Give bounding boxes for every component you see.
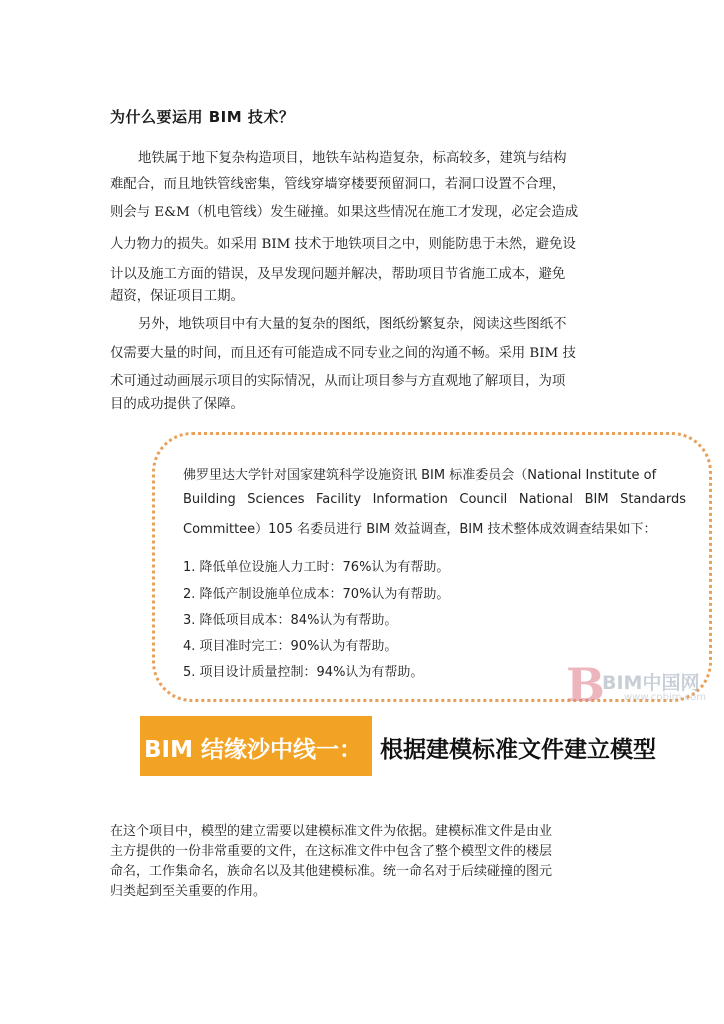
survey-word: Sciences [247,492,305,507]
survey-word: National [518,492,574,507]
survey-word: Building [183,492,236,507]
banner-title: 根据建模标准文件建立模型 [380,737,656,763]
text-line: 术可通过动画展示项目的实际情况，从而让项目参与方直观地了解项目，为项 [110,374,566,389]
survey-intro-line: Committee）105 名委员进行 BIM 效益调查，BIM 技术整体成效调查结果如下： [183,522,657,537]
text-line: 人力物力的损失。如采用 BIM 技术于地铁项目之中，则能防患于未然，避免设 [110,237,576,252]
intro-paragraph-1 [110,152,620,302]
text-line: 目的成功提供了保障。 [110,397,244,412]
text-line: 地铁属于地下复杂构造项目，地铁车站构造复杂，标高较多，建筑与结构 [138,151,567,166]
bim-china-watermark-logo [566,658,722,712]
survey-word: BIM [584,492,609,507]
survey-word: Council [459,492,508,507]
survey-item: 3. 降低项目成本：84%认为有帮助。 [183,613,398,628]
watermark-name: BIM中国网 [602,672,700,694]
survey-item: 4. 项目准时完工：90%认为有帮助。 [183,639,398,654]
watermark-url: www.cnbim.com [624,692,707,703]
text-line: 难配合，而且地铁管线密集，管线穿墙穿楼要预留洞口，若洞口设置不合理， [110,177,566,192]
text-line: 仅需要大量的时间，而且还有可能造成不同专业之间的沟通不畅。采用 BIM 技 [110,346,576,361]
survey-word: Information [372,492,448,507]
text-line: 计以及施工方面的错误，及早发现问题并解决，帮助项目节省施工成本，避免 [110,267,566,282]
survey-word: Standards [620,492,686,507]
banner-title-prefix: BIM 结缘沙中线一： [144,737,362,763]
section-heading: 为什么要运用 BIM 技术？ [110,108,295,126]
text-line: 则会与 E&M（机电管线）发生碰撞。如果这些情况在施工才发现，必定会造成 [110,205,579,220]
text-line: 主方提供的一份非常重要的文件，在这标准文件中包含了整个模型文件的楼层 [110,844,553,859]
survey-word: Facility [316,492,362,507]
intro-paragraph-2 [110,318,620,413]
section-banner [140,716,688,776]
survey-intro-line-justified [183,492,686,507]
text-line: 归类起到至关重要的作用。 [110,884,267,899]
survey-item: 5. 项目设计质量控制：94%认为有帮助。 [183,665,424,680]
survey-item: 2. 降低产制设施单位成本：70%认为有帮助。 [183,587,450,602]
watermark-letter: B [566,658,605,712]
text-line: 另外，地铁项目中有大量的复杂的图纸，图纸纷繁复杂，阅读这些图纸不 [138,317,567,332]
text-line: 超资，保证项目工期。 [110,289,244,304]
text-line: 在这个项目中，模型的建立需要以建模标准文件为依据。建模标准文件是由业 [110,824,553,839]
text-line: 命名，工作集命名，族命名以及其他建模标准。统一命名对于后续碰撞的图元 [110,864,553,879]
survey-callout [183,464,688,684]
closing-paragraph [110,824,620,899]
survey-intro-line: 佛罗里达大学针对国家建筑科学设施资讯 BIM 标准委员会（National Institute of [183,468,657,483]
survey-item: 1. 降低单位设施人力工时：76%认为有帮助。 [183,560,450,575]
